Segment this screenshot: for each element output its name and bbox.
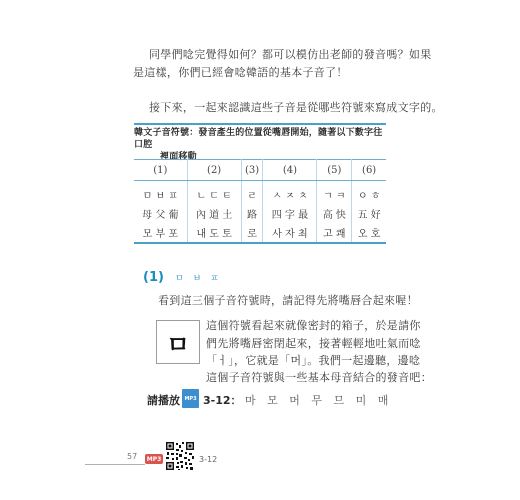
table-header-cell: (6)	[352, 160, 386, 181]
table-row-jamo	[134, 181, 386, 205]
table-header-cell: (2)	[187, 160, 241, 181]
box-title-line-2: 裡面移動	[160, 152, 197, 162]
section-jamo: ㅁ ㅂ ㅍ	[175, 274, 222, 284]
section-lead: 看到這三個子音符號時，請記得先將嘴唇合起來喔！	[158, 294, 418, 307]
table-header-cell: (4)	[263, 160, 317, 181]
play-label: 請播放	[147, 394, 180, 407]
box-title-line-1: 韓文子音符號：發音產生的位置從嘴唇開始，隨著以下數字往口腔	[134, 128, 383, 150]
mp3-badge-icon[interactable]: MP3	[182, 389, 199, 408]
consonant-table	[134, 159, 386, 244]
mp3-tag-icon: MP3	[146, 455, 162, 463]
table-header-cell: (1)	[134, 160, 187, 181]
table-cell: 오 호	[352, 223, 386, 243]
table-row-korean	[134, 223, 386, 243]
explain-line-2: 們先將嘴唇密閉起來，接著輕輕地吐氣而唸	[206, 337, 421, 350]
table-cell: 母 父 葡	[134, 204, 187, 223]
footer-track: 3-12	[199, 455, 218, 464]
explain-line-3: 「ㅓ」，它就是「머」。我們一起邊聽，邊唸	[206, 354, 421, 367]
qr-code-icon[interactable]	[165, 441, 195, 471]
table-header-cell: (3)	[241, 160, 263, 181]
consonant-char-box: ㅁ	[156, 320, 200, 364]
table-cell: 고 쾌	[317, 223, 352, 243]
box-top-rule	[134, 123, 386, 125]
table-cell: 五 好	[357, 210, 381, 221]
table-cell: 로	[241, 223, 263, 243]
table-cell: 高 快	[317, 204, 352, 223]
table-cell: 내 도 토	[187, 223, 241, 243]
table-cell: 四 字 最	[263, 204, 317, 223]
table-cell: 모 부 포	[134, 223, 187, 243]
table-cell: 路	[241, 204, 263, 223]
track-line	[203, 392, 392, 408]
intro-line-3: 接下來，一起來認識這些子音是從哪些符號來寫成文字的。	[149, 101, 443, 114]
table-cell: ㅁ ㅂ ㅍ	[134, 181, 187, 205]
table-cell: 內 道 土	[187, 204, 241, 223]
table-row-chinese	[134, 204, 386, 223]
table-header-cell: (5)	[317, 160, 352, 181]
table-header-row	[134, 160, 386, 181]
explain-line-4: 這個子音符號與一些基本母音結合的發音吧：	[206, 371, 432, 384]
intro-line-1: 同學們唸完覺得如何？都可以模仿出老師的發音嗎？如果	[149, 48, 432, 61]
table-cell: ㅅ ㅈ ㅊ	[263, 181, 317, 205]
track-syllables: 마 모 머 무 므 미 매	[245, 394, 393, 407]
table-cell: ㅇ ㅎ	[357, 191, 381, 202]
box-title	[134, 127, 386, 163]
section-heading	[143, 266, 222, 285]
page-number: 57	[127, 452, 138, 461]
table-cell: ㄱ ㅋ	[317, 181, 352, 205]
explain-line-1: 這個符號看起來就像密封的箱子，於是請你	[206, 319, 421, 332]
footer-rule	[85, 464, 145, 465]
table-cell: ㄴ ㄷ ㅌ	[187, 181, 241, 205]
section-number: (1)	[143, 270, 164, 285]
table-cell: 사 자 최	[263, 223, 317, 243]
table-cell: ㄹ	[241, 181, 263, 205]
track-id: 3-12：	[203, 394, 242, 407]
intro-line-2: 是這樣，你們已經會唸韓語的基本子音了！	[133, 66, 348, 79]
